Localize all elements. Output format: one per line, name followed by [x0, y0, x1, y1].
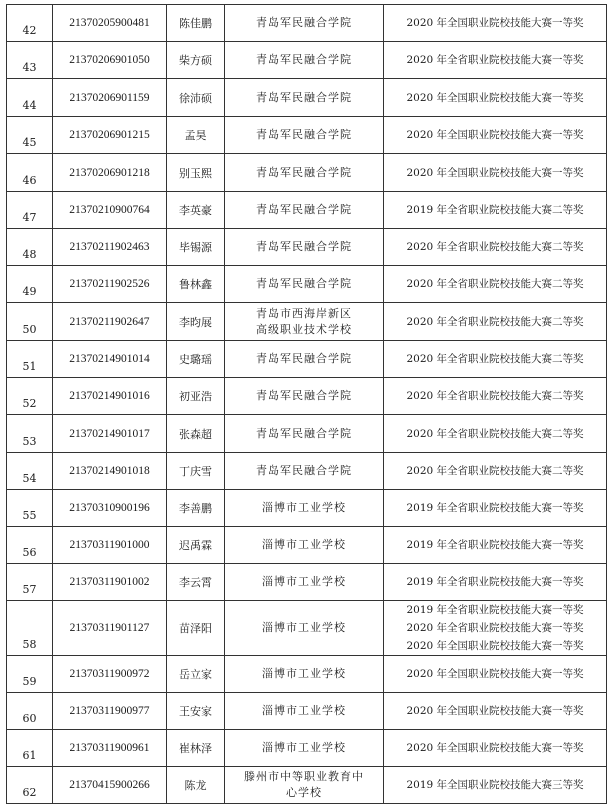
table-row — [7, 601, 607, 656]
table-row — [7, 378, 607, 415]
school-cell — [225, 192, 384, 229]
student-name-cell: 初亚浩 — [167, 378, 225, 415]
exam-id-cell: 21370311901127 — [53, 601, 167, 656]
award-cell — [384, 117, 607, 154]
table-row — [7, 656, 607, 693]
award-cell — [384, 730, 607, 767]
table-row — [7, 229, 607, 266]
row-number-cell: 47 — [7, 192, 53, 229]
school-cell — [225, 154, 384, 192]
award-cell — [384, 656, 607, 693]
row-number-cell: 48 — [7, 229, 53, 266]
student-name-cell: 崔林泽 — [167, 730, 225, 767]
student-name-cell: 李英豪 — [167, 192, 225, 229]
award-line: 2020 年全省职业院校技能大赛二等奖 — [406, 353, 584, 365]
award-line: 2019 年全国职业院校技能大赛三等奖 — [406, 779, 584, 791]
school-name-line: 淄博市工业学校 — [262, 667, 346, 680]
student-name-cell: 史璐瑶 — [167, 341, 225, 378]
exam-id-cell: 21370211902463 — [53, 229, 167, 266]
exam-id-cell: 21370211902647 — [53, 303, 167, 341]
school-name-line: 淄博市工业学校 — [262, 538, 346, 551]
table-row — [7, 453, 607, 490]
exam-id-cell: 21370415900266 — [53, 767, 167, 804]
school-cell — [225, 564, 384, 601]
exam-id-cell: 21370214901017 — [53, 415, 167, 453]
exam-id-cell: 21370214901014 — [53, 341, 167, 378]
school-name-line: 青岛军民融合学院 — [256, 240, 352, 253]
award-line: 2020 年全省职业院校技能大赛二等奖 — [406, 278, 584, 290]
award-line: 2020 年全国职业院校技能大赛一等奖 — [406, 91, 584, 104]
school-cell — [225, 490, 384, 527]
award-cell — [384, 192, 607, 229]
row-number-cell: 50 — [7, 303, 53, 341]
table-row — [7, 79, 607, 117]
exam-id-cell: 21370311900961 — [53, 730, 167, 767]
table-row — [7, 693, 607, 730]
school-name-line: 淄博市工业学校 — [262, 704, 346, 717]
row-number-cell: 46 — [7, 154, 53, 192]
row-number-cell: 45 — [7, 117, 53, 154]
school-name-line: 青岛军民融合学院 — [256, 165, 352, 179]
table-row — [7, 730, 607, 767]
school-name-line: 淄博市工业学校 — [262, 575, 346, 588]
school-name-line: 青岛军民融合学院 — [256, 16, 352, 29]
award-line: 2019 年全省职业院校技能大赛一等奖 — [406, 502, 584, 514]
table-row — [7, 5, 607, 42]
exam-id-cell: 21370311900972 — [53, 656, 167, 693]
school-name-line: 青岛军民融合学院 — [256, 277, 352, 290]
student-name-cell: 王安家 — [167, 693, 225, 730]
row-number-cell: 42 — [7, 5, 53, 42]
school-cell — [225, 656, 384, 693]
row-number-cell: 44 — [7, 79, 53, 117]
award-cell — [384, 79, 607, 117]
award-line: 2020 年全国职业院校技能大赛一等奖 — [406, 166, 584, 179]
row-number-cell: 53 — [7, 415, 53, 453]
award-cell — [384, 527, 607, 564]
student-name-cell: 苗泽阳 — [167, 601, 225, 656]
award-line: 2020 年全国职业院校技能大赛一等奖 — [406, 17, 584, 29]
exam-id-cell: 21370310900196 — [53, 490, 167, 527]
award-line: 2019 年全省职业院校技能大赛二等奖 — [406, 204, 584, 216]
school-cell — [225, 767, 384, 804]
school-cell — [225, 229, 384, 266]
student-name-cell: 岳立家 — [167, 656, 225, 693]
school-name-line: 高级职业技术学校 — [256, 322, 352, 336]
award-line: 2019 年全省职业院校技能大赛一等奖 — [406, 576, 584, 588]
student-name-cell: 丁庆雪 — [167, 453, 225, 490]
school-name-line: 淄博市工业学校 — [262, 621, 346, 634]
student-name-cell: 徐沛硕 — [167, 79, 225, 117]
school-cell — [225, 42, 384, 79]
row-number-cell: 56 — [7, 527, 53, 564]
table-row — [7, 117, 607, 154]
school-cell — [225, 601, 384, 656]
exam-id-cell: 21370211902526 — [53, 266, 167, 303]
row-number-cell: 57 — [7, 564, 53, 601]
award-cell — [384, 42, 607, 79]
student-name-cell: 李昀展 — [167, 303, 225, 341]
student-name-cell: 孟昊 — [167, 117, 225, 154]
school-cell — [225, 730, 384, 767]
award-line: 2020 年全国职业院校技能大赛一等奖 — [406, 129, 584, 141]
row-number-cell: 49 — [7, 266, 53, 303]
school-name-line: 青岛军民融合学院 — [256, 128, 352, 141]
school-name-line: 青岛军民融合学院 — [256, 90, 352, 104]
school-name-line: 青岛军民融合学院 — [256, 352, 352, 365]
exam-id-cell: 21370311901000 — [53, 527, 167, 564]
award-cell — [384, 154, 607, 192]
table-row — [7, 564, 607, 601]
school-name-line: 青岛市西海岸新区 — [256, 306, 352, 320]
award-line: 2020 年全国职业院校技能大赛一等奖 — [406, 640, 584, 652]
exam-id-cell: 21370210900764 — [53, 192, 167, 229]
award-line: 2020 年全国职业院校技能大赛一等奖 — [406, 668, 584, 680]
award-cell — [384, 453, 607, 490]
row-number-cell: 51 — [7, 341, 53, 378]
row-number-cell: 52 — [7, 378, 53, 415]
school-cell — [225, 341, 384, 378]
school-name-line: 青岛军民融合学院 — [256, 53, 352, 66]
table-row — [7, 266, 607, 303]
school-cell — [225, 527, 384, 564]
table-row — [7, 42, 607, 79]
award-cell — [384, 303, 607, 341]
student-name-cell: 迟禹霖 — [167, 527, 225, 564]
school-cell — [225, 117, 384, 154]
award-line: 2020 年全省职业院校技能大赛二等奖 — [406, 390, 584, 402]
student-name-cell: 鲁林鑫 — [167, 266, 225, 303]
table-row — [7, 415, 607, 453]
school-name-line: 心学校 — [286, 786, 322, 799]
award-cell — [384, 693, 607, 730]
award-cell — [384, 5, 607, 42]
award-line: 2020 年全省职业院校技能大赛二等奖 — [406, 315, 584, 328]
school-name-line: 青岛军民融合学院 — [256, 464, 352, 477]
exam-id-cell: 21370206901050 — [53, 42, 167, 79]
row-number-cell: 61 — [7, 730, 53, 767]
row-number-cell: 55 — [7, 490, 53, 527]
award-line: 2020 年全省职业院校技能大赛一等奖 — [406, 54, 584, 66]
table-row — [7, 154, 607, 192]
school-cell — [225, 453, 384, 490]
award-line: 2019 年全省职业院校技能大赛一等奖 — [406, 604, 584, 616]
row-number-cell: 58 — [7, 601, 53, 656]
award-table — [6, 4, 607, 804]
award-cell — [384, 341, 607, 378]
award-cell — [384, 767, 607, 804]
school-cell — [225, 378, 384, 415]
school-cell — [225, 693, 384, 730]
award-table-body — [7, 5, 607, 804]
award-line: 2020 年全省职业院校技能大赛二等奖 — [406, 465, 584, 477]
table-row — [7, 490, 607, 527]
student-name-cell: 别玉熙 — [167, 154, 225, 192]
exam-id-cell: 21370206901218 — [53, 154, 167, 192]
school-cell — [225, 5, 384, 42]
student-name-cell: 李善鹏 — [167, 490, 225, 527]
table-row — [7, 527, 607, 564]
exam-id-cell: 21370214901016 — [53, 378, 167, 415]
school-cell — [225, 415, 384, 453]
school-cell — [225, 266, 384, 303]
award-cell — [384, 564, 607, 601]
exam-id-cell: 21370206901215 — [53, 117, 167, 154]
school-name-line: 滕州市中等职业教育中 — [244, 770, 364, 783]
award-cell — [384, 266, 607, 303]
award-line: 2019 年全省职业院校技能大赛一等奖 — [406, 539, 584, 551]
exam-id-cell: 21370311901002 — [53, 564, 167, 601]
row-number-cell: 43 — [7, 42, 53, 79]
table-row — [7, 192, 607, 229]
school-name-line: 青岛军民融合学院 — [256, 203, 352, 216]
award-cell — [384, 490, 607, 527]
exam-id-cell: 21370311900977 — [53, 693, 167, 730]
award-line: 2020 年全国职业院校技能大赛一等奖 — [406, 705, 584, 717]
school-name-line: 淄博市工业学校 — [262, 501, 346, 514]
award-line: 2020 年全省职业院校技能大赛一等奖 — [406, 622, 584, 634]
school-name-line: 青岛军民融合学院 — [256, 389, 352, 402]
student-name-cell: 毕锡源 — [167, 229, 225, 266]
row-number-cell: 60 — [7, 693, 53, 730]
school-name-line: 淄博市工业学校 — [262, 741, 346, 754]
award-cell — [384, 415, 607, 453]
exam-id-cell: 21370214901018 — [53, 453, 167, 490]
row-number-cell: 62 — [7, 767, 53, 804]
row-number-cell: 54 — [7, 453, 53, 490]
table-row — [7, 767, 607, 804]
student-name-cell: 张森超 — [167, 415, 225, 453]
table-row — [7, 341, 607, 378]
award-cell — [384, 229, 607, 266]
award-line: 2020 年全省职业院校技能大赛二等奖 — [406, 427, 584, 440]
award-line: 2020 年全国职业院校技能大赛一等奖 — [406, 742, 584, 754]
exam-id-cell: 21370206901159 — [53, 79, 167, 117]
table-row — [7, 303, 607, 341]
student-name-cell: 陈佳鹏 — [167, 5, 225, 42]
student-name-cell: 陈龙 — [167, 767, 225, 804]
award-cell — [384, 378, 607, 415]
school-cell — [225, 79, 384, 117]
row-number-cell: 59 — [7, 656, 53, 693]
award-cell — [384, 601, 607, 656]
school-name-line: 青岛军民融合学院 — [256, 426, 352, 440]
student-name-cell: 柴方硕 — [167, 42, 225, 79]
student-name-cell: 李云霄 — [167, 564, 225, 601]
school-cell — [225, 303, 384, 341]
award-line: 2020 年全省职业院校技能大赛二等奖 — [406, 241, 584, 253]
exam-id-cell: 21370205900481 — [53, 5, 167, 42]
